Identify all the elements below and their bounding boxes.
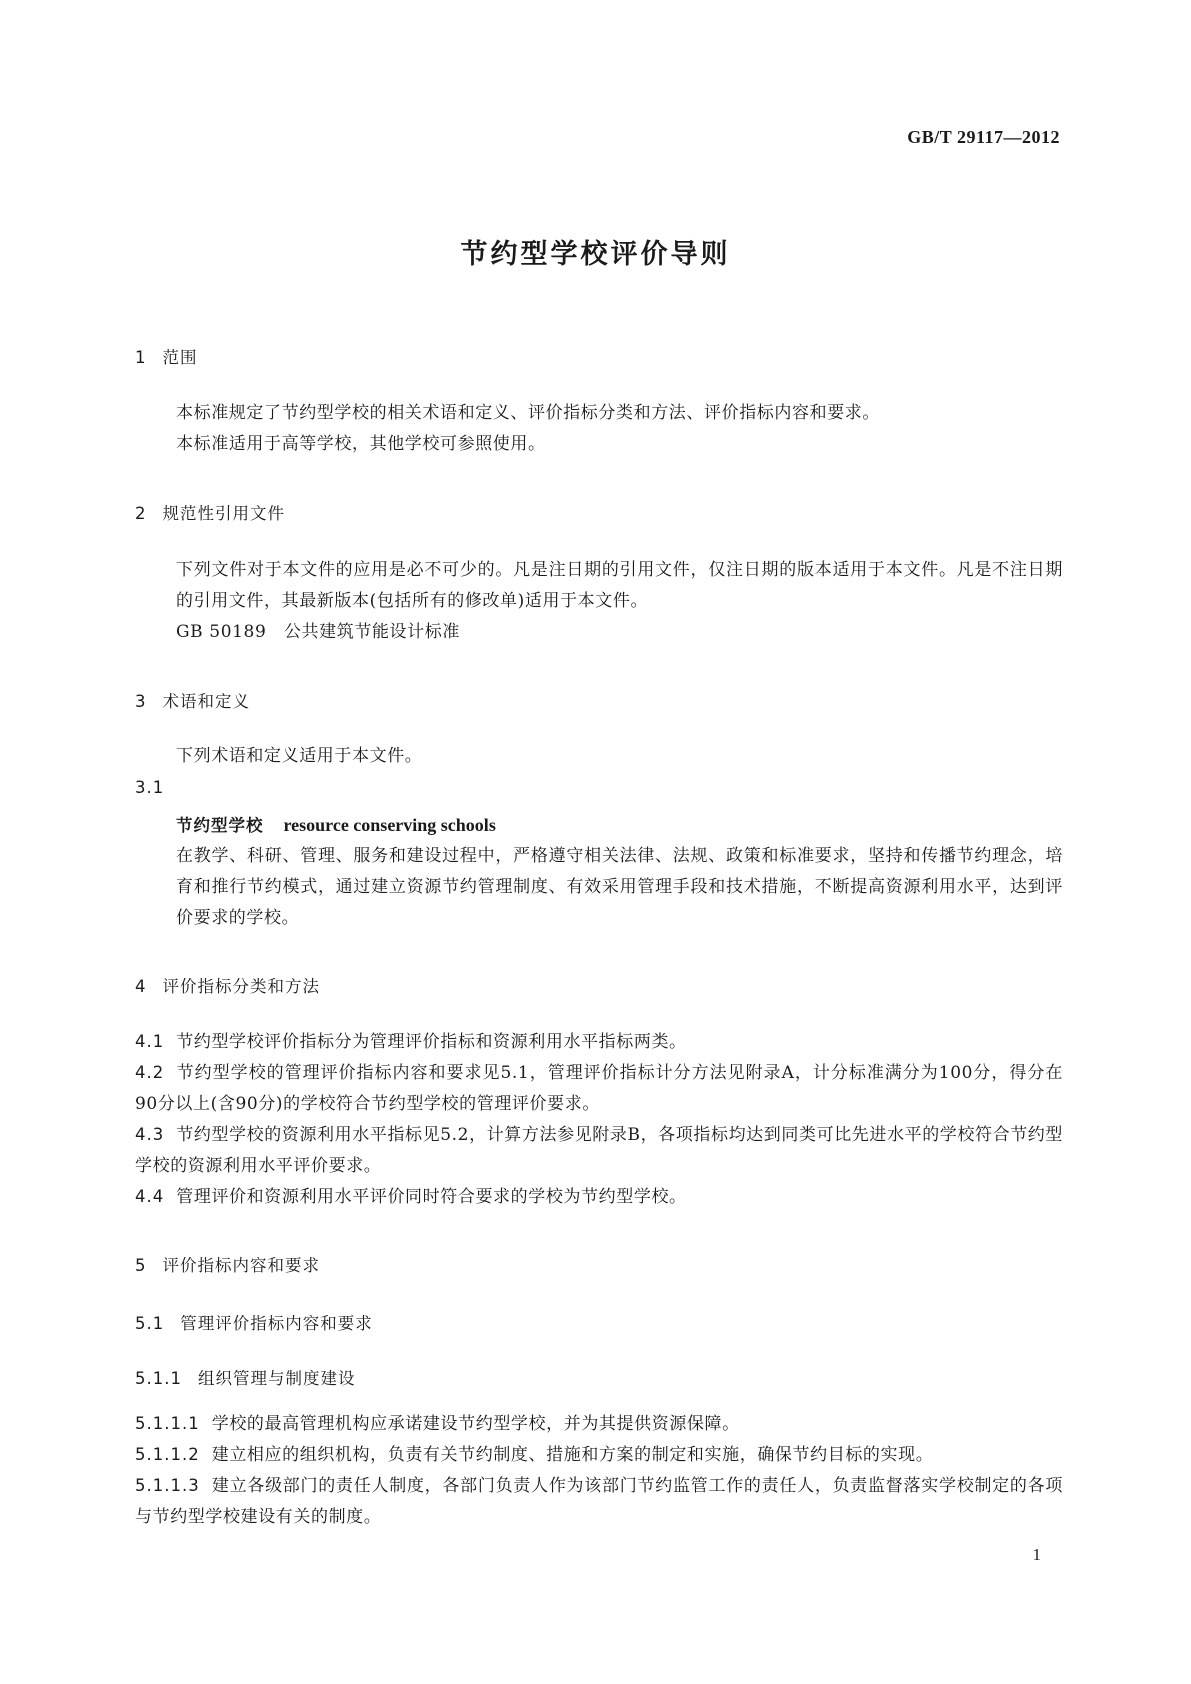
clause-number: 4.4 <box>135 1187 165 1206</box>
term-definition <box>135 841 1063 934</box>
section-1-paragraph-1 <box>135 398 1063 429</box>
clause-4-1 <box>135 1026 1063 1058</box>
reference-text: GB 50189 公共建筑节能设计标准 <box>176 622 460 642</box>
clause-text: 节约型学校评价指标分为管理评价指标和资源利用水平指标两类。 <box>176 1032 687 1052</box>
section-2-paragraph-1 <box>135 555 1063 617</box>
clause-text: 管理评价和资源利用水平评价同时符合要求的学校为节约型学校。 <box>176 1187 687 1207</box>
clause-text: 学校的最高管理机构应承诺建设节约型学校，并为其提供资源保障。 <box>211 1414 740 1434</box>
clause-text: 建立相应的组织机构，负责有关节约制度、措施和方案的制定和实施，确保节约目标的实现。 <box>211 1445 934 1465</box>
paragraph-text: 在教学、科研、管理、服务和建设过程中，严格遵守相关法律、法规、政策和标准要求，坚持和传播节约理念，培育和推行节约模式，通过建立资源节约管理制度、有效采用管理手段和技术措施，不断提高资源利用水平，达到评价要求的学校。 <box>176 846 1063 928</box>
section-1-heading <box>135 344 198 368</box>
paragraph-text: 下列术语和定义适用于本文件。 <box>176 746 423 766</box>
section-number: 4 <box>135 977 147 996</box>
section-number: 5.1 <box>135 1314 165 1333</box>
section-number: 5 <box>135 1256 147 1275</box>
term-chinese: 节约型学校 <box>176 816 264 835</box>
subsection-5-1-heading <box>135 1310 373 1334</box>
page-number: 1 <box>1032 1545 1041 1564</box>
section-title: 组织管理与制度建设 <box>197 1369 356 1388</box>
section-number: 2 <box>135 504 147 523</box>
section-number: 3 <box>135 692 147 711</box>
section-number: 1 <box>135 348 147 367</box>
clause-number: 5.1.1.1 <box>135 1414 200 1433</box>
standard-code: GB/T 29117—2012 <box>907 127 1060 147</box>
normative-reference <box>135 617 1063 648</box>
section-4-heading <box>135 973 320 997</box>
section-title: 术语和定义 <box>162 692 250 711</box>
section-3-heading <box>135 688 250 712</box>
section-3-paragraph-1 <box>135 741 1063 772</box>
section-title: 管理评价指标内容和要求 <box>180 1314 373 1333</box>
section-2-heading <box>135 500 285 524</box>
paragraph-text: 本标准规定了节约型学校的相关术语和定义、评价指标分类和方法、评价指标内容和要求。 <box>176 403 880 423</box>
clause-number: 4.3 <box>135 1125 165 1144</box>
clause-number: 5.1.1.2 <box>135 1445 200 1464</box>
clause-text: 节约型学校的资源利用水平指标见5.2，计算方法参见附录B，各项指标均达到同类可比先进水平的学校符合节约型学校的资源利用水平评价要求。 <box>135 1125 1063 1176</box>
term-english: resource conserving schools <box>283 815 496 835</box>
clause-4-2 <box>135 1057 1063 1120</box>
term-entry <box>176 812 496 836</box>
clause-5-1-1-3 <box>135 1470 1063 1533</box>
clause-4-3 <box>135 1119 1063 1182</box>
section-title: 范围 <box>162 348 198 367</box>
clause-number: 5.1.1.3 <box>135 1476 200 1495</box>
paragraph-text: 下列文件对于本文件的应用是必不可少的。凡是注日期的引用文件，仅注日期的版本适用于本文件。凡是不注日期的引用文件，其最新版本(包括所有的修改单)适用于本文件。 <box>176 560 1063 611</box>
clause-number: 4.1 <box>135 1032 165 1051</box>
subsection-5-1-1-heading <box>135 1365 355 1389</box>
section-5-heading <box>135 1252 320 1276</box>
section-number: 5.1.1 <box>135 1369 182 1388</box>
section-1-paragraph-2 <box>135 429 1063 460</box>
clause-4-4 <box>135 1181 1063 1213</box>
clause-5-1-1-2 <box>135 1439 1063 1471</box>
section-title: 评价指标分类和方法 <box>162 977 320 996</box>
section-title: 规范性引用文件 <box>162 504 285 523</box>
clause-text: 节约型学校的管理评价指标内容和要求见5.1，管理评价指标计分方法见附录A，计分标准满分为100分，得分在90分以上(含90分)的学校符合节约型学校的管理评价要求。 <box>135 1063 1063 1114</box>
section-title: 评价指标内容和要求 <box>162 1256 320 1275</box>
clause-number: 4.2 <box>135 1063 165 1082</box>
document-title: 节约型学校评价导则 <box>460 239 731 270</box>
clause-text: 建立各级部门的责任人制度，各部门负责人作为该部门节约监管工作的责任人，负责监督落实学校制定的各项与节约型学校建设有关的制度。 <box>135 1476 1063 1527</box>
term-number: 3.1 <box>135 778 165 797</box>
clause-5-1-1-1 <box>135 1408 1063 1440</box>
paragraph-text: 本标准适用于高等学校，其他学校可参照使用。 <box>176 434 546 454</box>
